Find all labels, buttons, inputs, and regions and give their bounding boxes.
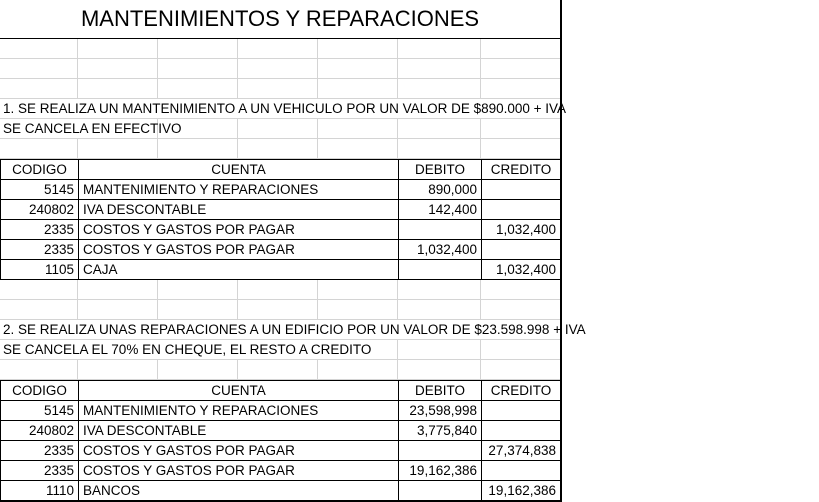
empty-cell [481,280,560,299]
empty-cell [398,119,481,138]
empty-cell [0,360,78,379]
empty-cell [481,300,560,319]
cell-debito[interactable]: 142,400 [399,200,482,220]
cell-cuenta[interactable]: COSTOS Y GASTOS POR PAGAR [79,220,399,240]
empty-cell [158,119,238,138]
cell-cuenta[interactable]: MANTENIMIENTO Y REPARACIONES [79,180,399,200]
empty-grid-row [0,300,560,320]
cell-credito[interactable] [482,240,561,260]
column-header-credito[interactable]: CREDITO [482,381,561,401]
exercise-1-line-1[interactable]: 1. SE REALIZA UN MANTENIMIENTO A UN VEHICULO POR UN VALOR DE $890.000 + IVA [3,101,567,116]
title-row [0,0,560,39]
empty-cell [0,280,78,299]
cell-cuenta[interactable]: BANCOS [79,481,399,501]
exercise-2-line-2[interactable]: SE CANCELA EL 70% EN CHEQUE, EL RESTO A CREDITO [0,340,398,359]
empty-cell [78,300,158,319]
empty-cell [0,300,78,319]
cell-codigo[interactable]: 240802 [1,421,79,441]
cell-credito[interactable] [482,401,561,421]
empty-cell [158,360,238,379]
cell-codigo[interactable]: 1105 [1,260,79,280]
empty-cell [158,79,238,98]
table-header-row [1,381,561,401]
empty-cell [238,39,318,58]
cell-cuenta[interactable]: MANTENIMIENTO Y REPARACIONES [79,401,399,421]
table-row [1,421,561,441]
empty-cell [481,39,560,58]
empty-cell [238,59,318,78]
exercise-2-line-1[interactable]: 2. SE REALIZA UNAS REPARACIONES A UN EDIFICIO POR UN VALOR DE $23.598.998 + IVA [3,322,586,337]
journal-table-2 [0,380,561,502]
worksheet-title[interactable]: MANTENIMIENTOS Y REPARACIONES [80,6,480,31]
empty-cell [78,59,158,78]
exercise-1-description-row-2 [0,119,560,139]
empty-cell [158,39,238,58]
empty-cell [398,79,481,98]
empty-cell [238,119,318,138]
empty-cell [481,139,560,158]
empty-cell [398,340,481,359]
empty-cell [398,59,481,78]
empty-grid-row [0,280,560,300]
cell-credito[interactable]: 1,032,400 [482,260,561,280]
empty-cell [78,39,158,58]
column-header-debito[interactable]: DEBITO [399,160,482,180]
empty-cell [481,79,560,98]
empty-cell [0,139,78,158]
table-row [1,481,561,501]
table-row [1,220,561,240]
empty-cell [78,360,158,379]
empty-cell [481,59,560,78]
exercise-2-description-row [0,320,586,340]
column-header-credito[interactable]: CREDITO [482,160,561,180]
cell-credito[interactable] [482,200,561,220]
cell-codigo[interactable]: 5145 [1,180,79,200]
empty-cell [0,59,78,78]
cell-debito[interactable]: 890,000 [399,180,482,200]
column-header-codigo[interactable]: CODIGO [1,160,79,180]
empty-cell [238,79,318,98]
empty-cell [398,300,481,319]
empty-grid-row [0,39,560,59]
exercise-1-description-row [0,99,567,119]
table-row [1,441,561,461]
table-row [1,401,561,421]
table-row [1,461,561,481]
empty-cell [318,39,398,58]
cell-codigo[interactable]: 2335 [1,441,79,461]
cell-codigo[interactable]: 1110 [1,481,79,501]
empty-cell [158,300,238,319]
cell-credito[interactable] [482,461,561,481]
cell-credito[interactable]: 19,162,386 [482,481,561,501]
empty-cell [158,139,238,158]
empty-cell [481,340,560,359]
cell-codigo[interactable]: 240802 [1,200,79,220]
cell-cuenta[interactable]: IVA DESCONTABLE [79,421,399,441]
column-header-codigo[interactable]: CODIGO [1,381,79,401]
empty-cell [78,79,158,98]
cell-credito[interactable] [482,180,561,200]
empty-cell [318,119,398,138]
table-row [1,200,561,220]
journal-table-1 [0,159,561,280]
cell-codigo[interactable]: 2335 [1,240,79,260]
empty-grid-row [0,59,560,79]
cell-codigo[interactable]: 5145 [1,401,79,421]
empty-cell [398,360,481,379]
cell-cuenta[interactable]: COSTOS Y GASTOS POR PAGAR [79,240,399,260]
empty-cell [398,139,481,158]
empty-cell [481,360,560,379]
cell-cuenta[interactable]: CAJA [79,260,399,280]
cell-cuenta[interactable]: COSTOS Y GASTOS POR PAGAR [79,441,399,461]
empty-cell [0,79,78,98]
cell-debito[interactable] [399,260,482,280]
cell-debito[interactable] [399,220,482,240]
empty-cell [318,280,398,299]
table-row [1,260,561,280]
empty-cell [481,119,560,138]
empty-cell [318,79,398,98]
cell-credito[interactable]: 1,032,400 [482,220,561,240]
empty-grid-row [0,79,560,99]
cell-credito[interactable] [482,421,561,441]
empty-cell [0,39,78,58]
empty-cell [238,300,318,319]
empty-cell [158,280,238,299]
table-row [1,240,561,260]
empty-cell [318,139,398,158]
empty-cell [318,59,398,78]
cell-debito[interactable]: 23,598,998 [399,401,482,421]
exercise-1-line-2[interactable]: SE CANCELA EN EFECTIVO [0,119,158,138]
cell-cuenta[interactable]: IVA DESCONTABLE [79,200,399,220]
cell-debito[interactable]: 3,775,840 [399,421,482,441]
empty-cell [398,280,481,299]
cell-credito[interactable]: 27,374,838 [482,441,561,461]
empty-cell [318,360,398,379]
cell-codigo[interactable]: 2335 [1,461,79,481]
empty-cell [158,59,238,78]
cell-debito[interactable] [399,481,482,501]
empty-cell [238,139,318,158]
cell-debito[interactable]: 1,032,400 [399,240,482,260]
empty-cell [318,300,398,319]
column-header-debito[interactable]: DEBITO [399,381,482,401]
empty-grid-row [0,360,560,380]
column-header-cuenta[interactable]: CUENTA [79,160,399,180]
table-header-row [1,160,561,180]
empty-cell [78,139,158,158]
empty-grid-row [0,139,560,159]
empty-cell [78,280,158,299]
column-header-cuenta[interactable]: CUENTA [79,381,399,401]
table-row [1,180,561,200]
cell-debito[interactable]: 19,162,386 [399,461,482,481]
empty-cell [398,39,481,58]
cell-codigo[interactable]: 2335 [1,220,79,240]
empty-cell [238,360,318,379]
cell-cuenta[interactable]: COSTOS Y GASTOS POR PAGAR [79,461,399,481]
empty-cell [238,280,318,299]
cell-debito[interactable] [399,441,482,461]
exercise-2-description-row-2 [0,340,560,360]
